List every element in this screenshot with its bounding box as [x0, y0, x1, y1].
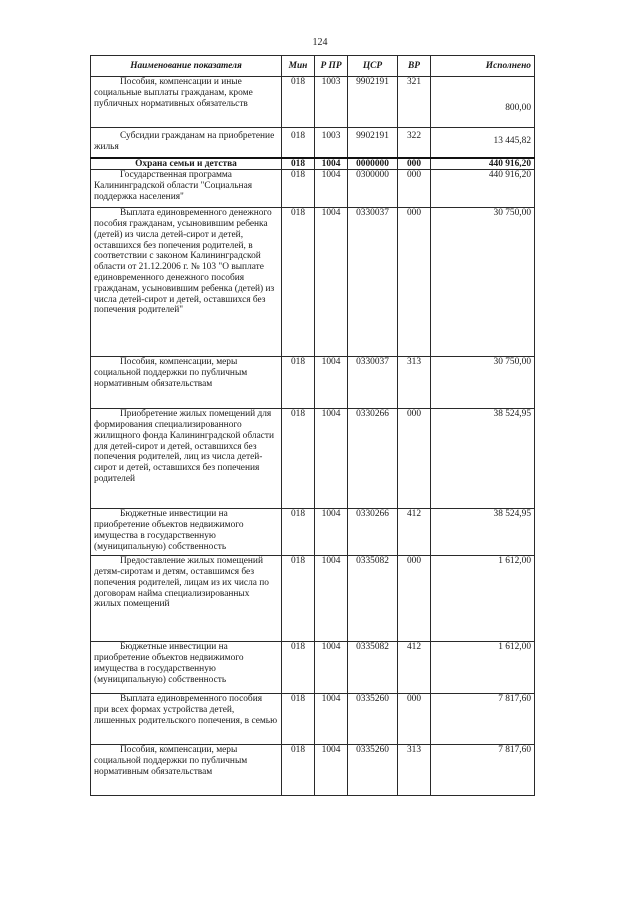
row-min: 018: [282, 409, 315, 509]
row-sum: 1 612,00: [431, 642, 535, 694]
header-vr: ВР: [398, 56, 431, 77]
row-name: Государственная программа Калининградской области "Социальная поддержка населения": [91, 170, 282, 208]
row-rpr: 1004: [315, 357, 348, 409]
header-rpr: Р ПР: [315, 56, 348, 77]
table-row: [91, 556, 535, 642]
row-csr: 0300000: [348, 170, 398, 208]
row-rpr: 1004: [315, 509, 348, 556]
row-min: 018: [282, 170, 315, 208]
page-number: 124: [312, 37, 328, 48]
row-min: 018: [282, 745, 315, 796]
row-min: 018: [282, 694, 315, 745]
row-min: 018: [282, 208, 315, 357]
row-vr: 412: [398, 509, 431, 556]
row-rpr: 1004: [315, 158, 348, 170]
row-rpr: 1004: [315, 409, 348, 509]
row-sum: 38 524,95: [431, 409, 535, 509]
row-min: 018: [282, 642, 315, 694]
row-sum: 13 445,82: [431, 128, 535, 158]
row-vr: 313: [398, 357, 431, 409]
header-name: Наименование показателя: [91, 56, 282, 77]
row-csr: 0335260: [348, 745, 398, 796]
row-name: Субсидии гражданам на приобретение жилья: [91, 128, 282, 158]
row-vr: 321: [398, 77, 431, 128]
table-row: [91, 409, 535, 509]
row-name: Приобретение жилых помещений для формирования специализированного жилищного фонда Калининградской области для детей-сирот и детей, оставшихся без попечения родителей, лиц из числа детей-сирот и детей, оставшихся без попечения родителей: [91, 409, 282, 509]
table-row: [91, 208, 535, 357]
row-csr: 9902191: [348, 128, 398, 158]
row-min: 018: [282, 77, 315, 128]
row-csr: 0330037: [348, 357, 398, 409]
row-vr: 322: [398, 128, 431, 158]
row-vr: 000: [398, 170, 431, 208]
row-csr: 0330266: [348, 509, 398, 556]
row-vr: 000: [398, 208, 431, 357]
row-rpr: 1004: [315, 745, 348, 796]
row-name: Пособия, компенсации, меры социальной поддержки по публичным нормативным обязательствам: [91, 357, 282, 409]
row-name: Бюджетные инвестиции на приобретение объектов недвижимого имущества в государственную (муниципальную) собственность: [91, 509, 282, 556]
row-csr: 0330266: [348, 409, 398, 509]
row-sum: 7 817,60: [431, 694, 535, 745]
row-min: 018: [282, 556, 315, 642]
header-csr: ЦСР: [348, 56, 398, 77]
row-vr: 313: [398, 745, 431, 796]
row-rpr: 1004: [315, 694, 348, 745]
row-min: 018: [282, 509, 315, 556]
row-min: 018: [282, 357, 315, 409]
row-min: 018: [282, 128, 315, 158]
row-name: Бюджетные инвестиции на приобретение объектов недвижимого имущества в государственную (муниципальную) собственность: [91, 642, 282, 694]
row-rpr: 1004: [315, 208, 348, 357]
row-rpr: 1004: [315, 556, 348, 642]
row-name: Пособия, компенсации и иные социальные выплаты гражданам, кроме публичных нормативных обязательств: [91, 77, 282, 128]
table-row: [91, 77, 535, 128]
row-csr: 9902191: [348, 77, 398, 128]
table-row: [91, 745, 535, 796]
table-row: [91, 509, 535, 556]
budget-execution-table: [90, 55, 535, 796]
row-vr: 412: [398, 642, 431, 694]
row-name: Выплата единовременного денежного пособия гражданам, усыновившим ребенка (детей) из числа детей-сирот и детей, оставшихся без попечения родителей, в соответствии с законом Калининградской области от 21.12.2006 г. № 103 "О выплате единовременного денежного пособия гражданам, усыновившим ребенка (детей) из числа детей-сирот и детей, оставшихся без попечения родителей": [91, 208, 282, 357]
row-rpr: 1003: [315, 77, 348, 128]
row-vr: 000: [398, 556, 431, 642]
row-csr: 0000000: [348, 158, 398, 170]
row-sum: 7 817,60: [431, 745, 535, 796]
table-row: [91, 642, 535, 694]
table-row: [91, 357, 535, 409]
row-name: Пособия, компенсации, меры социальной поддержки по публичным нормативным обязательствам: [91, 745, 282, 796]
row-csr: 0335260: [348, 694, 398, 745]
table-header-row: [91, 56, 535, 77]
header-min: Мин: [282, 56, 315, 77]
section-row: [91, 158, 535, 170]
row-csr: 0330037: [348, 208, 398, 357]
table-row: [91, 170, 535, 208]
row-rpr: 1004: [315, 642, 348, 694]
header-sum: Исполнено: [431, 56, 535, 77]
row-sum: 440 916,20: [431, 170, 535, 208]
section-name: Охрана семьи и детства: [91, 158, 282, 170]
row-rpr: 1004: [315, 170, 348, 208]
row-rpr: 1003: [315, 128, 348, 158]
row-sum: 440 916,20: [431, 158, 535, 170]
row-vr: 000: [398, 694, 431, 745]
table-row: [91, 694, 535, 745]
row-vr: 000: [398, 409, 431, 509]
row-min: 018: [282, 158, 315, 170]
row-csr: 0335082: [348, 556, 398, 642]
row-vr: 000: [398, 158, 431, 170]
row-sum: 38 524,95: [431, 509, 535, 556]
row-sum: 30 750,00: [431, 208, 535, 357]
row-sum: 1 612,00: [431, 556, 535, 642]
table-row: [91, 128, 535, 158]
row-sum: 800,00: [431, 77, 535, 128]
row-name: Предоставление жилых помещений детям-сиротам и детям, оставшимся без попечения родителей, лицам из их числа по договорам найма специализированных жилых помещений: [91, 556, 282, 642]
row-sum: 30 750,00: [431, 357, 535, 409]
row-csr: 0335082: [348, 642, 398, 694]
row-name: Выплата единовременного пособия при всех формах устройства детей, лишенных родительского попечения, в семью: [91, 694, 282, 745]
